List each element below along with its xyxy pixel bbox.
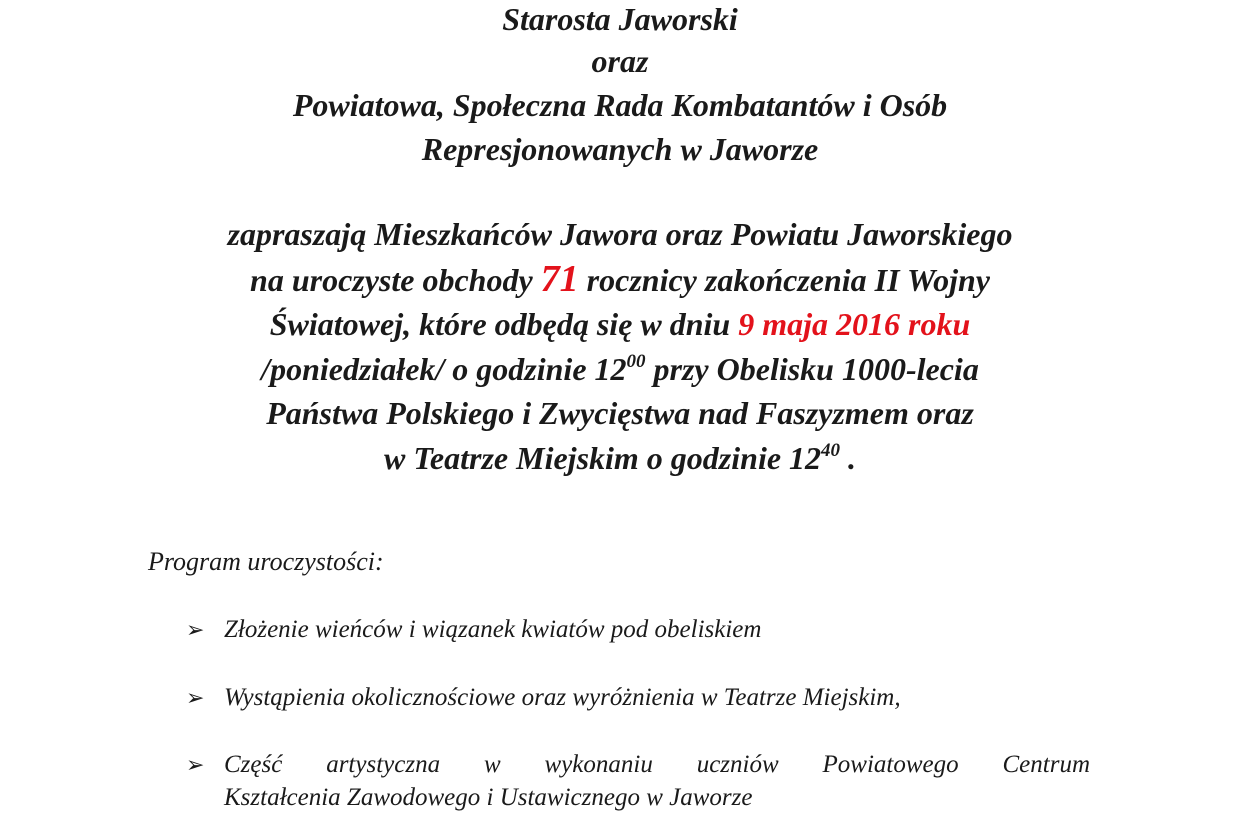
invitation-line-2 [0, 257, 1240, 303]
invitation-line-4-end: przy Obelisku 1000-lecia [645, 350, 979, 387]
invitation-line-5 [0, 391, 1240, 436]
list-item-text [224, 748, 1090, 814]
organizer-council-line1: Powiatowa, Społeczna Rada Kombatantów i Osób [292, 87, 948, 123]
invitation-line-4 [0, 347, 1240, 392]
invitation-line-1 [0, 212, 1240, 257]
invitation-line-6 [0, 436, 1240, 481]
list-item-text: Wystąpienia okolicznościowe oraz wyróżnienia w Teatrze Miejskim, [224, 684, 901, 711]
invitation-line-2-end: rocznicy zakończenia II Wojny [578, 261, 990, 298]
arrow-bullet-icon: ➢ [186, 685, 205, 710]
invitation-line-5-text: Państwa Polskiego i Zwycięstwa nad Faszyzmem oraz [266, 395, 974, 431]
organizer-council-line2: Represjonowanych w Jaworze [421, 131, 819, 167]
anniversary-number: 71 [540, 257, 579, 300]
time-obelisk-minutes: 00 [626, 350, 646, 372]
list-item-text: Złożenie wieńców i wiązanek kwiatów pod obeliskiem [224, 616, 762, 643]
time-theatre-minutes: 40 [821, 439, 841, 461]
invitation-line-1-text: zapraszają Mieszkańców Jawora oraz Powiatu Jaworskiego [227, 216, 1013, 252]
organizers-header [0, 0, 1240, 169]
invitation-line-3 [0, 302, 1240, 347]
invitation-line-4-start: /poniedziałek/ o godzinie 12 [261, 350, 627, 387]
program-title: Program uroczystości: [148, 547, 384, 576]
invitation-line-3-start: Światowej, które odbędą się w dniu [269, 306, 739, 342]
list-item-line: Kształcenia Zawodowego i Ustawicznego w Jaworze [224, 784, 753, 811]
event-date: 9 maja 2016 roku [738, 306, 971, 342]
invitation-line-6-start: w Teatrze Miejskim o godzinie 12 [383, 439, 822, 476]
arrow-bullet-icon: ➢ [186, 617, 205, 642]
organizer-starosta: Starosta Jaworski [502, 1, 738, 37]
invitation-line-2-start: na uroczyste obchody [250, 261, 541, 298]
invitation-text [0, 212, 1240, 480]
arrow-bullet-icon: ➢ [186, 752, 205, 777]
list-item-line: Część artystyczna w wykonaniu uczniów Powiatowego Centrum [224, 751, 1090, 778]
invitation-line-6-end: . [840, 439, 857, 476]
conjunction-oraz: oraz [591, 43, 649, 79]
